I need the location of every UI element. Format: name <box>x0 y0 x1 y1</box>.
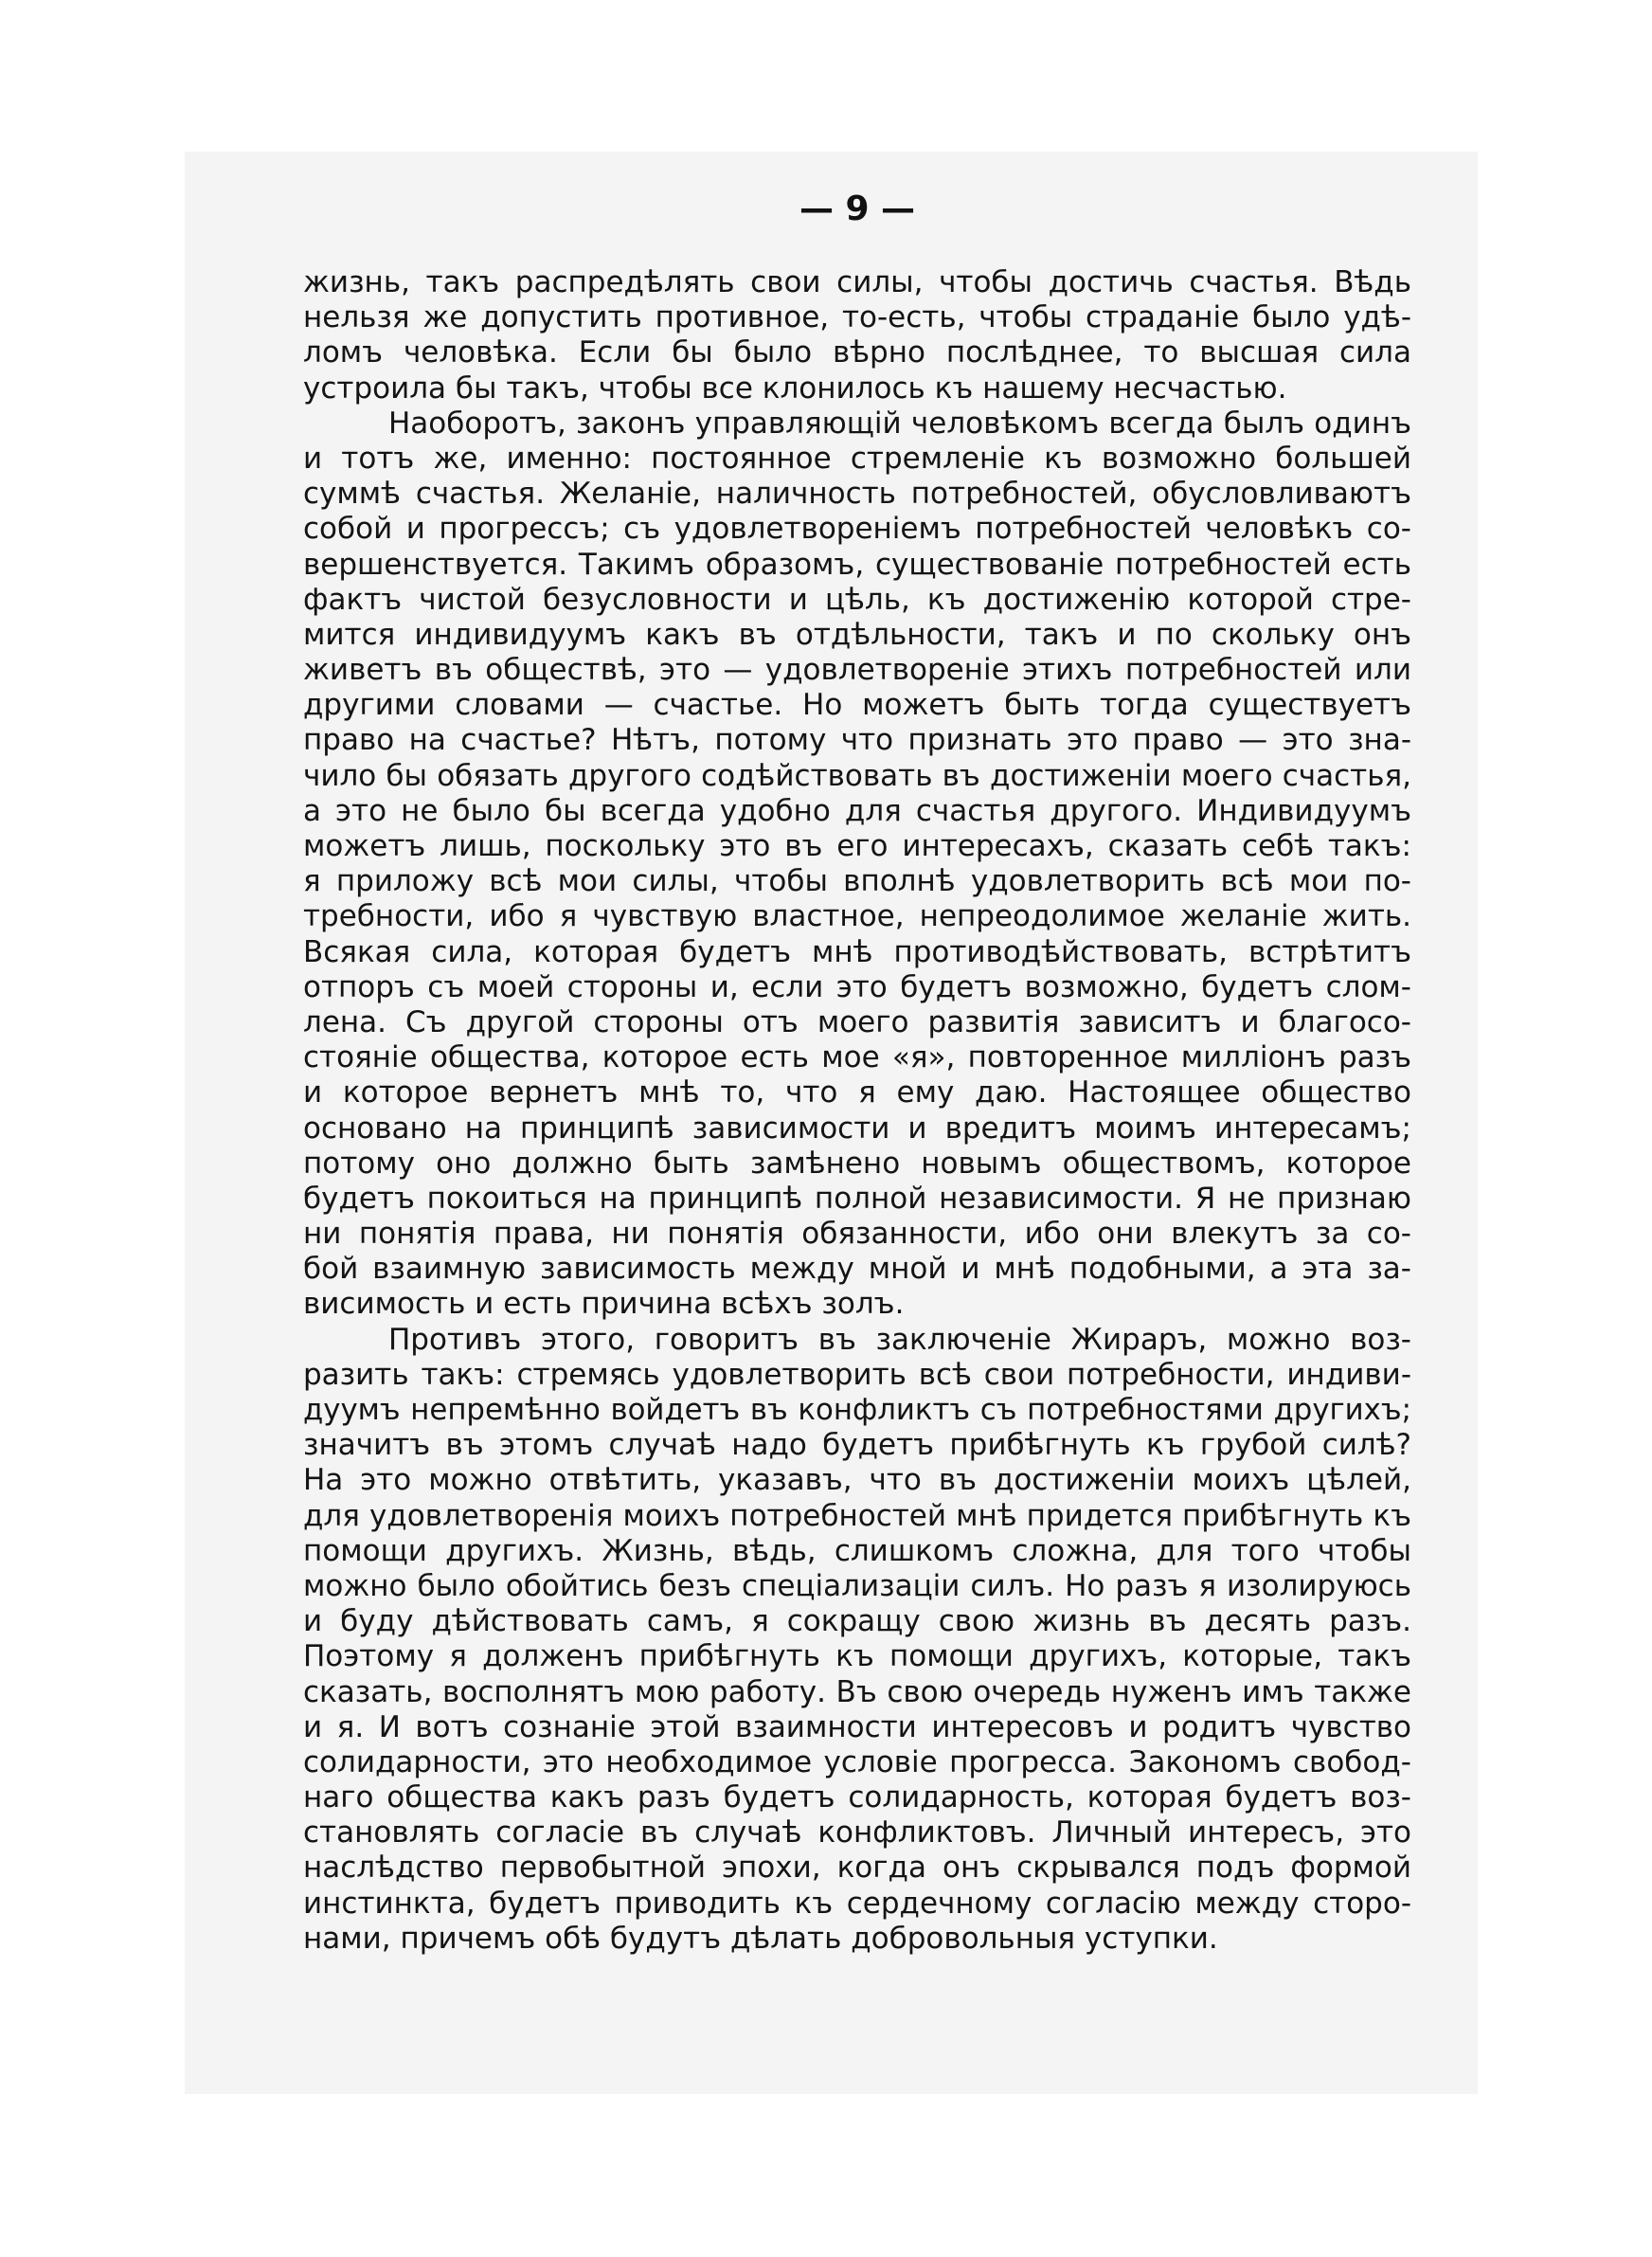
text-line: для удовлетворенія моихъ потребностей мнѣ придется прибѣгнуть къ <box>303 1498 1411 1533</box>
text-line: значитъ въ этомъ случаѣ надо будетъ прибѣгнуть къ грубой силѣ? <box>303 1428 1411 1463</box>
text-line: Наоборотъ, законъ управляющій человѣкомъ всегда былъ одинъ <box>388 406 1411 441</box>
text-line: можно было обойтись безъ спеціализаціи силъ. Но разъ я изолируюсь <box>303 1568 1411 1603</box>
text-line: и буду дѣйствовать самъ, я сокращу свою жизнь въ десять разъ. <box>303 1604 1411 1639</box>
text-line: бой взаимную зависимость между мной и мнѣ подобными, а эта за- <box>303 1252 1411 1287</box>
paragraph-2 <box>303 406 1411 1323</box>
text-line: дуумъ непремѣнно войдетъ въ конфликтъ съ потребностями другихъ; <box>303 1393 1411 1427</box>
text-line: собой и прогрессъ; съ удовлетвореніемъ потребностей человѣкъ со- <box>303 512 1411 547</box>
text-line: другими словами — счастье. Но можетъ быть тогда существуетъ <box>303 688 1411 723</box>
text-line: наго общества какъ разъ будетъ солидарность, которая будетъ воз- <box>303 1780 1411 1815</box>
text-line: требности, ибо я чувствую властное, непреодолимое желаніе жить. <box>303 899 1411 934</box>
text-line: основано на принципѣ зависимости и вредитъ моимъ интересамъ; <box>303 1110 1411 1146</box>
paragraph-3 <box>303 1323 1411 1957</box>
text-line: и которое вернетъ мнѣ то, что я ему даю. Настоящее общество <box>303 1075 1411 1110</box>
text-line: суммѣ счастья. Желаніе, наличность потребностей, обусловливаютъ <box>303 477 1411 512</box>
text-line: помощи другихъ. Жизнь, вѣдь, слишкомъ сложна, для того чтобы <box>303 1533 1411 1568</box>
text-line: ни понятія права, ни понятія обязанности, ибо они влекутъ за со- <box>303 1217 1411 1252</box>
text-line: можетъ лишь, поскольку это въ его интересахъ, сказать себѣ такъ: <box>303 829 1411 863</box>
text-line: На это можно отвѣтить, указавъ, что въ достиженіи моихъ цѣлей, <box>303 1463 1411 1498</box>
text-line: отпоръ съ моей стороны и, если это будетъ возможно, будетъ слом- <box>303 969 1411 1004</box>
text-line: и я. И вотъ сознаніе этой взаимности интересовъ и родитъ чувство <box>303 1709 1411 1744</box>
text-line: солидарности, это необходимое условіе прогресса. Закономъ свобод- <box>303 1744 1411 1779</box>
text-line: жизнь, такъ распредѣлять свои силы, чтобы достичь счастья. Вѣдь <box>303 265 1411 299</box>
text-line: устроила бы такъ, чтобы все клонилось къ нашему несчастью. <box>303 370 1287 406</box>
text-line: фактъ чистой безусловности и цѣль, къ достиженію которой стре- <box>303 582 1411 617</box>
text-line: мится индивидуумъ какъ въ отдѣльности, такъ и по скольку онъ <box>303 617 1411 652</box>
text-line: Противъ этого, говоритъ въ заключеніе Жираръ, можно воз- <box>388 1322 1411 1357</box>
text-line: висимость и есть причина всѣхъ золъ. <box>303 1287 905 1322</box>
text-line: вершенствуется. Такимъ образомъ, существованіе потребностей есть <box>303 547 1411 582</box>
text-line: я приложу всѣ мои силы, чтобы вполнѣ удовлетворить всѣ мои по- <box>303 864 1411 899</box>
paragraph-1 <box>303 265 1411 406</box>
text-line: Всякая сила, которая будетъ мнѣ противодѣйствовать, встрѣтитъ <box>303 934 1411 969</box>
text-line: и тотъ же, именно: постоянное стремленіе къ возможно большей <box>303 441 1411 476</box>
text-line: разить такъ: стремясь удовлетворить всѣ свои потребности, индиви- <box>303 1357 1411 1392</box>
text-line: Поэтому я долженъ прибѣгнуть къ помощи другихъ, которые, такъ <box>303 1639 1411 1674</box>
text-line: нельзя же допустить противное, то-есть, чтобы страданіе было удѣ- <box>303 300 1411 335</box>
text-line: стояніе общества, которое есть мое «я», повторенное милліонъ разъ <box>303 1040 1411 1075</box>
text-line: живетъ въ обществѣ, это — удовлетвореніе этихъ потребностей или <box>303 653 1411 688</box>
text-line: инстинкта, будетъ приводить къ сердечному согласію между сторо- <box>303 1886 1411 1921</box>
text-line: сказать, восполнятъ мою работу. Въ свою очередь нуженъ имъ также <box>303 1674 1411 1709</box>
text-line: будетъ покоиться на принципѣ полной независимости. Я не признаю <box>303 1181 1411 1216</box>
text-line: наслѣдство первобытной эпохи, когда онъ скрывался подъ формой <box>303 1851 1411 1886</box>
page-number: — 9 — <box>799 190 916 228</box>
text-line: ломъ человѣка. Если бы было вѣрно послѣднее, то высшая сила <box>303 335 1411 370</box>
text-line: чило бы обязать другого содѣйствовать въ достиженіи моего счастья, <box>303 758 1411 793</box>
body-text <box>303 265 1411 1957</box>
text-line: а это не было бы всегда удобно для счастья другого. Индивидуумъ <box>303 793 1411 828</box>
text-line: становлять согласіе въ случаѣ конфликтовъ. Личный интересъ, это <box>303 1815 1411 1851</box>
text-line: право на счастье? Нѣтъ, потому что признать это право — это зна- <box>303 723 1411 758</box>
text-line: нами, причемъ обѣ будутъ дѣлать добровольныя уступки. <box>303 1921 1218 1956</box>
text-line: лена. Съ другой стороны отъ моего развитія зависитъ и благосо- <box>303 1004 1411 1039</box>
text-line: потому оно должно быть замѣнено новымъ обществомъ, которое <box>303 1146 1411 1181</box>
